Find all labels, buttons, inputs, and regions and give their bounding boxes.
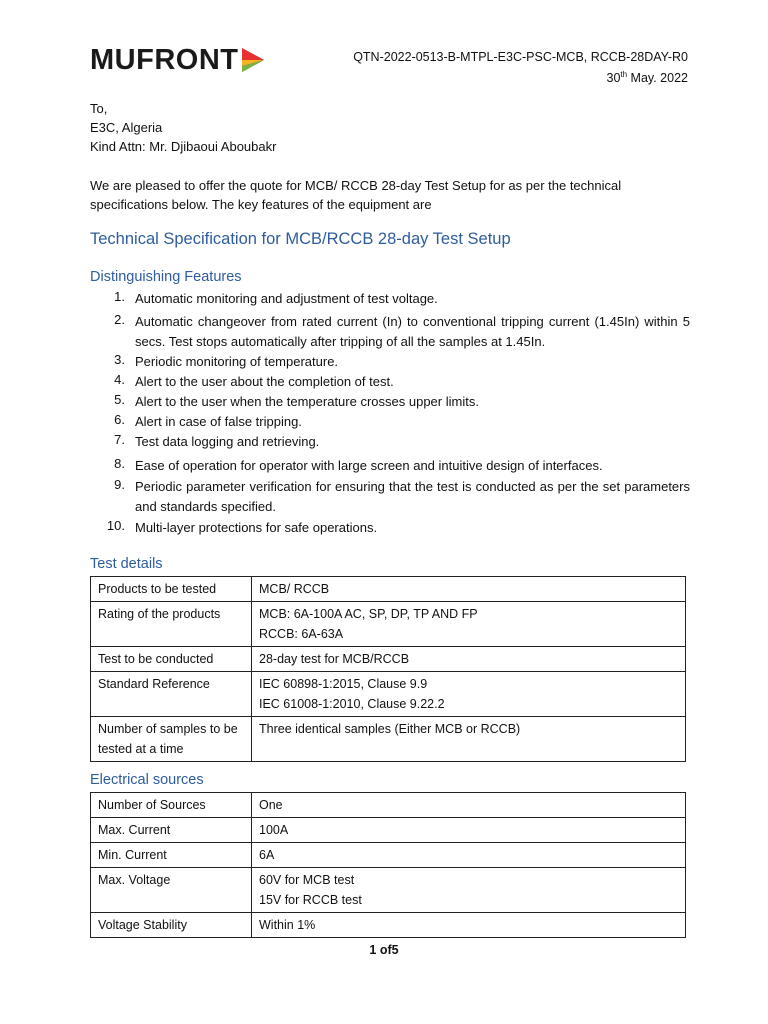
table-cell-value: MCB: 6A-100A AC, SP, DP, TP AND FP RCCB: 6A-63A (252, 602, 686, 647)
list-item: 8. Ease of operation for operator with large screen and intuitive design of interfaces. (114, 456, 603, 473)
logo-arrow-icon (240, 46, 266, 74)
table-cell-label: Number of Sources (91, 793, 252, 818)
page-title: Technical Specification for MCB/RCCB 28-day Test Setup (90, 230, 511, 248)
list-item: 10. Multi-layer protections for safe operations. (106, 518, 378, 535)
table-row (91, 913, 686, 938)
table-cell-label: Standard Reference (91, 672, 252, 717)
table-cell-value: 100A (252, 818, 686, 843)
table-row (91, 868, 686, 913)
list-item: 7. Test data logging and retrieving. (114, 432, 320, 449)
table-row (91, 843, 686, 868)
address-line: E3C, Algeria (90, 120, 163, 135)
recipient-address (90, 99, 276, 156)
table-row (91, 818, 686, 843)
logo-text: MUFRONT (90, 43, 239, 76)
table-row (91, 602, 686, 647)
table-row (91, 672, 686, 717)
table-cell-label: Rating of the products (91, 602, 252, 647)
table-row (91, 717, 686, 762)
table-cell-label: Number of samples to be tested at a time (91, 717, 252, 762)
list-item: 3. Periodic monitoring of temperature. (114, 352, 339, 369)
table-cell-value: 28-day test for MCB/RCCB (252, 647, 686, 672)
table-cell-value: MCB/ RCCB (252, 577, 686, 602)
table-cell-value: Within 1% (252, 913, 686, 938)
company-logo (90, 44, 266, 76)
intro-paragraph: We are pleased to offer the quote for MCB/ RCCB 28-day Test Setup for as per the technical specifications below. The key features of the equipment are (90, 178, 622, 212)
test-details-heading: Test details (90, 556, 163, 572)
table-row (91, 793, 686, 818)
electrical-sources-heading: Electrical sources (90, 772, 204, 788)
table-cell-label: Min. Current (91, 843, 252, 868)
document-reference (353, 48, 688, 87)
electrical-sources-table (90, 792, 686, 938)
list-item: 4. Alert to the user about the completion of test. (114, 372, 394, 389)
page-number: 1 of5 (369, 943, 399, 957)
table-cell-label: Test to be conducted (91, 647, 252, 672)
address-line: Kind Attn: Mr. Djibaoui Aboubakr (90, 139, 277, 154)
features-list (90, 289, 690, 538)
table-cell-value: 60V for MCB test 15V for RCCB test (252, 868, 686, 913)
features-heading: Distinguishing Features (90, 269, 242, 285)
list-item: 2. Automatic changeover from rated current (In) to conventional tripping current (1.45In) within 5 secs. Test stops automatically after tripping of all the samples at 1.45In. (114, 312, 690, 349)
list-item: 6. Alert in case of false tripping. (114, 412, 302, 429)
table-cell-value: One (252, 793, 686, 818)
table-cell-value: 6A (252, 843, 686, 868)
document-date: 30th May. 2022 (606, 70, 688, 86)
quote-number: QTN-2022-0513-B-MTPL-E3C-PSC-MCB, RCCB-28DAY-R0 (353, 50, 688, 64)
table-row (91, 577, 686, 602)
address-line: To, (90, 101, 108, 116)
table-cell-label: Max. Current (91, 818, 252, 843)
table-cell-value: Three identical samples (Either MCB or RCCB) (252, 717, 686, 762)
list-item: 9. Periodic parameter verification for ensuring that the test is conducted as per the set parameters and standards specified. (114, 477, 690, 514)
table-row (91, 647, 686, 672)
table-cell-label: Voltage Stability (91, 913, 252, 938)
table-cell-label: Max. Voltage (91, 868, 252, 913)
list-item: 1. Automatic monitoring and adjustment of test voltage. (114, 289, 438, 306)
table-cell-label: Products to be tested (91, 577, 252, 602)
list-item: 5. Alert to the user when the temperature crosses upper limits. (114, 392, 479, 409)
test-details-table (90, 576, 686, 762)
table-cell-value: IEC 60898-1:2015, Clause 9.9 IEC 61008-1:2010, Clause 9.22.2 (252, 672, 686, 717)
